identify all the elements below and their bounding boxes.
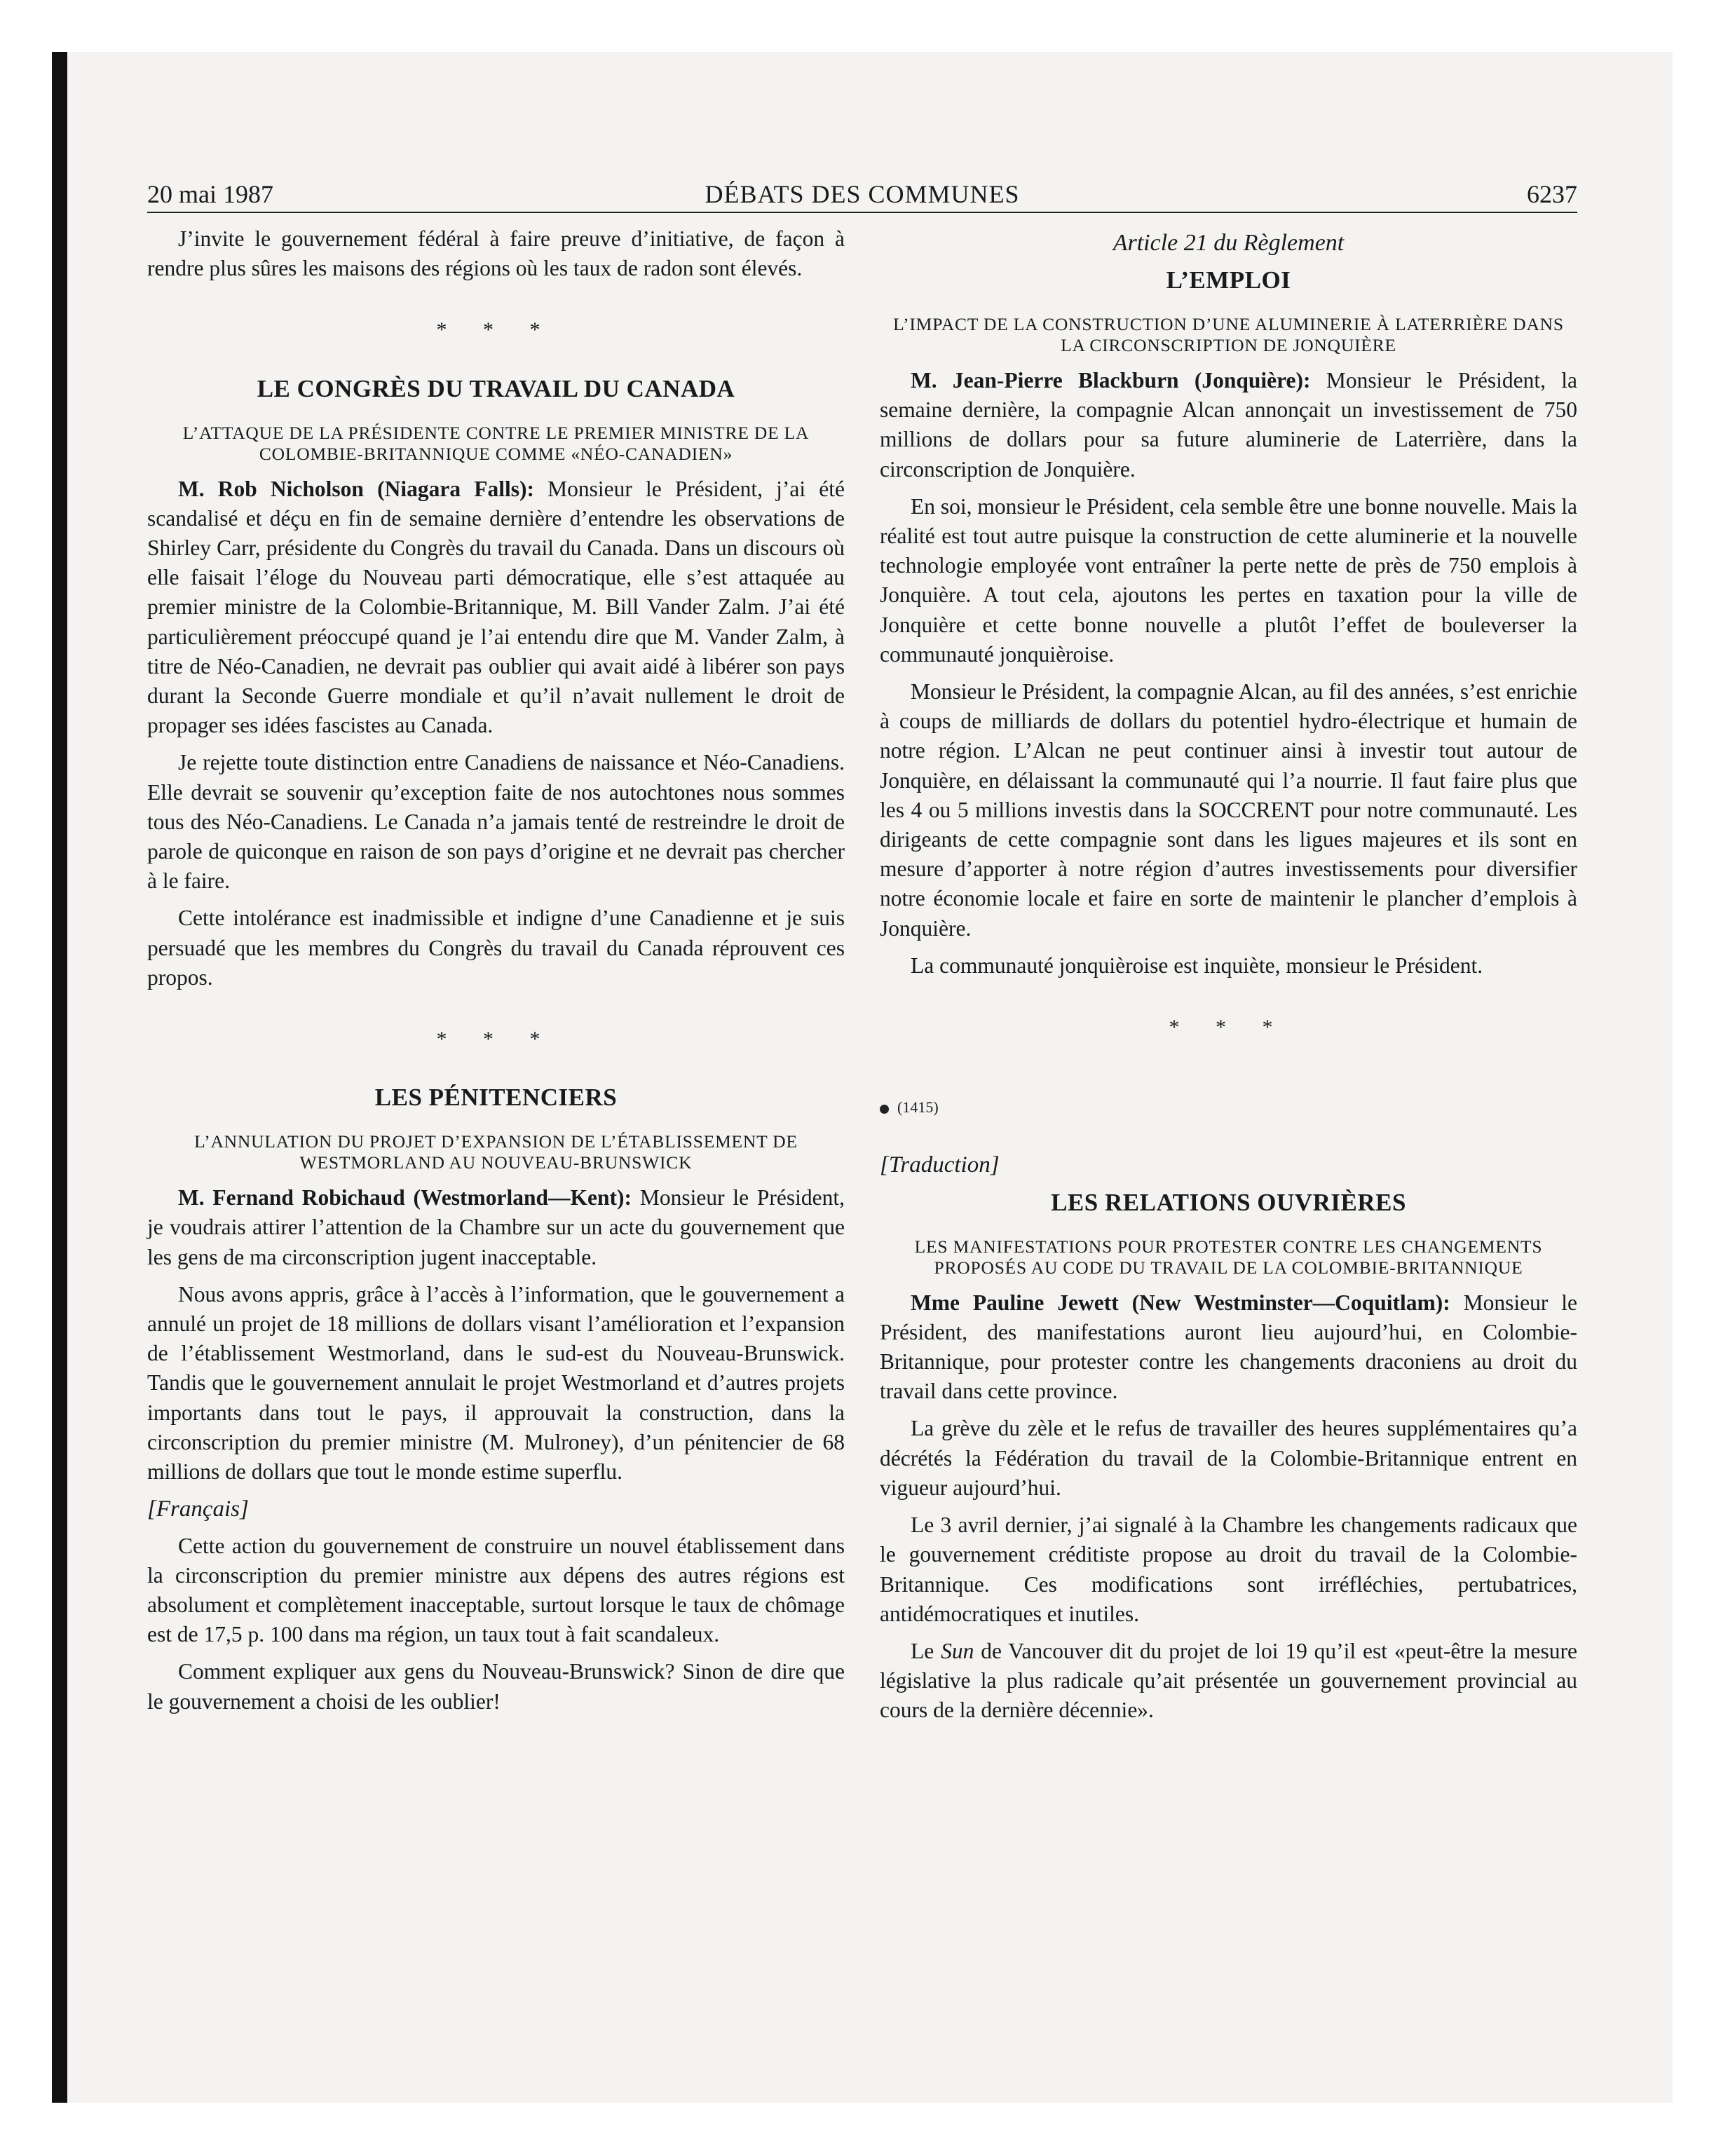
- section-separator: * * *: [1169, 1016, 1288, 1039]
- section-subheading: LES MANIFESTATIONS POUR PROTESTER CONTRE LES CHANGEMENTS PROPOSÉS AU CODE DU TRAVAIL DE LA COLOMBIE-BRITANNIQUE: [914, 1236, 1543, 1278]
- speech-paragraph: [880, 1288, 1577, 1407]
- section-heading: LES PÉNITENCIERS: [374, 1084, 618, 1112]
- speech-paragraph: [880, 366, 1577, 484]
- speaker-name: M. Jean-Pierre Blackburn (Jonquière):: [911, 368, 1311, 393]
- section-subheading: L’ANNULATION DU PROJET D’EXPANSION DE L’ÉTABLISSEMENT DE WESTMORLAND AU NOUVEAU-BRUNSWICK: [194, 1131, 798, 1173]
- time-marker: [880, 1093, 1577, 1122]
- bullet-icon: [880, 1105, 889, 1114]
- paragraph: [880, 1637, 1577, 1726]
- header-date: 20 mai 1987: [147, 180, 273, 208]
- speech-text: Monsieur le Président, des manifestations auront lieu aujourd’hui, en Colombie-Britannique, pour protester contre les changements draconiens au droit du travail dans cette province.: [880, 1290, 1577, 1404]
- paragraph: En soi, monsieur le Président, cela semble être une bonne nouvelle. Mais la réalité est tout autre puisque la construction de cette aluminerie et la nouvelle technologie employée vont entraîner la perte nette de près de 750 emplois à Jonquière. A tout cela, ajoutons les pertes en taxation pour la ville de Jonquière et cette bonne nouvelle a plutôt l’effet de bouleverser la communauté jonquièroise.: [880, 493, 1577, 667]
- right-column: [880, 224, 1577, 1733]
- paragraph: La grève du zèle et le refus de travailler des heures supplémentaires qu’a décrétés la Fédération du travail de la Colombie-Britannique entrent en vigueur aujourd’hui.: [880, 1416, 1577, 1500]
- scan-border: [52, 52, 67, 2103]
- section-heading: LE CONGRÈS DU TRAVAIL DU CANADA: [257, 374, 735, 402]
- speech-text: Monsieur le Président, la semaine dernière, la compagnie Alcan annonçait un investissement de 750 millions de dollars pour sa future aluminerie de Laterrière, dans la circonscription de Jonquière.: [880, 368, 1577, 482]
- section-subheading: L’ATTAQUE DE LA PRÉSIDENTE CONTRE LE PREMIER MINISTRE DE LA COLOMBIE-BRITANNIQUE COMME «NÉO-CANADIEN»: [182, 422, 810, 464]
- section-heading: LES RELATIONS OUVRIÈRES: [1051, 1188, 1406, 1216]
- speech-paragraph: [147, 1183, 845, 1272]
- newspaper-title: Sun: [941, 1638, 974, 1663]
- speaker-name: M. Rob Nicholson (Niagara Falls):: [178, 476, 534, 501]
- paragraph: Je rejette toute distinction entre Canadiens de naissance et Néo-Canadiens. Elle devrait se souvenir qu’exception faite de nos autochtones nous sommes tous des Néo-Canadiens. Le Canada n’a jamais tenté de restreindre le droit de parole de quiconque en raison de son pays d’origine et ne devrait pas chercher à le faire.: [147, 750, 845, 894]
- header-page-number: 6237: [1527, 180, 1577, 208]
- header-title: DÉBATS DES COMMUNES: [705, 180, 1020, 208]
- running-head: [147, 178, 1577, 213]
- rubric-heading: Article 21 du Règlement: [1113, 230, 1345, 256]
- language-marker: [Français]: [147, 1496, 249, 1522]
- paragraph-text: de Vancouver dit du projet de loi 19 qu’il est «peut-être la mesure législative la plus radicale qu’ait présentée un gouvernement provincial au cours de la dernière décennie».: [880, 1638, 1577, 1723]
- speech-text: Monsieur le Président, j’ai été scandalisé et déçu en fin de semaine dernière d’entendre les observations de Shirley Carr, présidente du Congrès du travail du Canada. Dans un discours où elle faisait l’éloge du Nouveau parti démocratique, elle s’est attaquée au premier ministre de la Colombie-Britannique, M. Bill Vander Zalm. J’ai été particulièrement préoccupé quand je l’ai entendu dire que M. Vander Zalm, à titre de Néo-Canadien, ne devrait pas oublier qui avait aidé à libérer son pays durant la Seconde Guerre mondiale et qu’il n’avait nullement le droit de propager ses idées fascistes au Canada.: [147, 476, 845, 738]
- paragraph: Comment expliquer aux gens du Nouveau-Brunswick? Sinon de dire que le gouvernement a choisi de les oublier!: [147, 1659, 845, 1714]
- left-column: [147, 224, 845, 1724]
- paragraph-text: Le: [911, 1638, 941, 1663]
- section-subheading: L’IMPACT DE LA CONSTRUCTION D’UNE ALUMINERIE À LATERRIÈRE DANS LA CIRCONSCRIPTION DE JONQUIÈRE: [893, 314, 1564, 355]
- paragraph: Le 3 avril dernier, j’ai signalé à la Chambre les changements radicaux que le gouvernement créditiste propose au droit du travail de la Colombie-Britannique. Ces modifications sont irréfléchies, pertubatrices, antidémocratiques et inutiles.: [880, 1513, 1577, 1626]
- section-heading: L’EMPLOI: [1166, 266, 1291, 294]
- paragraph: Cette intolérance est inadmissible et indigne d’une Canadienne et je suis persuadé que les membres du Congrès du travail du Canada réprouvent ces propos.: [147, 906, 845, 990]
- speech-paragraph: [147, 475, 845, 741]
- paragraph: La communauté jonquièroise est inquiète, monsieur le Président.: [911, 953, 1483, 978]
- paragraph: Cette action du gouvernement de construire un nouvel établissement dans la circonscription du premier ministre aux dépens des autres régions est absolument et complètement inacceptable, surtout lorsque le taux de chômage est de 17,5 p. 100 dans ma région, un taux tout à fait scandaleux.: [147, 1533, 845, 1647]
- speaker-name: M. Fernand Robichaud (Westmorland—Kent):: [178, 1185, 632, 1210]
- section-separator: * * *: [436, 1028, 556, 1051]
- speaker-name: Mme Pauline Jewett (New Westminster—Coquitlam):: [911, 1290, 1450, 1315]
- time-stamp: (1415): [897, 1098, 939, 1117]
- language-marker: [Traduction]: [880, 1152, 1000, 1178]
- section-separator: * * *: [436, 318, 556, 342]
- paragraph: Monsieur le Président, la compagnie Alcan, au fil des années, s’est enrichie à coups de milliards de dollars du potentiel hydro-électrique et humain de notre région. L’Alcan ne peut continuer ainsi à investir tout autour de Jonquière, en délaissant la communauté qui l’a nourrie. Il faut faire plus que les 4 ou 5 millions investis dans la SOCCRENT pour notre communauté. Les dirigeants de cette compagnie sont dans les ligues majeures et ils sont en mesure d’apporter à notre région d’autres investissements pour diversifier notre économie locale et faire en sorte de maintenir le plancher d’emplois à Jonquière.: [880, 679, 1577, 941]
- paragraph: J’invite le gouvernement fédéral à faire preuve d’initiative, de façon à rendre plus sûres les maisons des régions où les taux de radon sont élevés.: [147, 226, 845, 281]
- speech-text: Monsieur le Président, je voudrais attirer l’attention de la Chambre sur un acte du gouvernement que les gens de ma circonscription jugent inacceptable.: [147, 1185, 845, 1269]
- paragraph: Nous avons appris, grâce à l’accès à l’information, que le gouvernement a annulé un projet de 18 millions de dollars visant l’amélioration et l’expansion de l’établissement Westmorland, dans le sud-est du Nouveau-Brunswick. Tandis que le gouvernement annulait le projet Westmorland et d’autres projets importants dans tout le pays, il approuvait la construction, dans la circonscription du premier ministre (M. Mulroney), d’un pénitencier de 68 millions de dollars que tout le monde estime superflu.: [147, 1281, 845, 1485]
